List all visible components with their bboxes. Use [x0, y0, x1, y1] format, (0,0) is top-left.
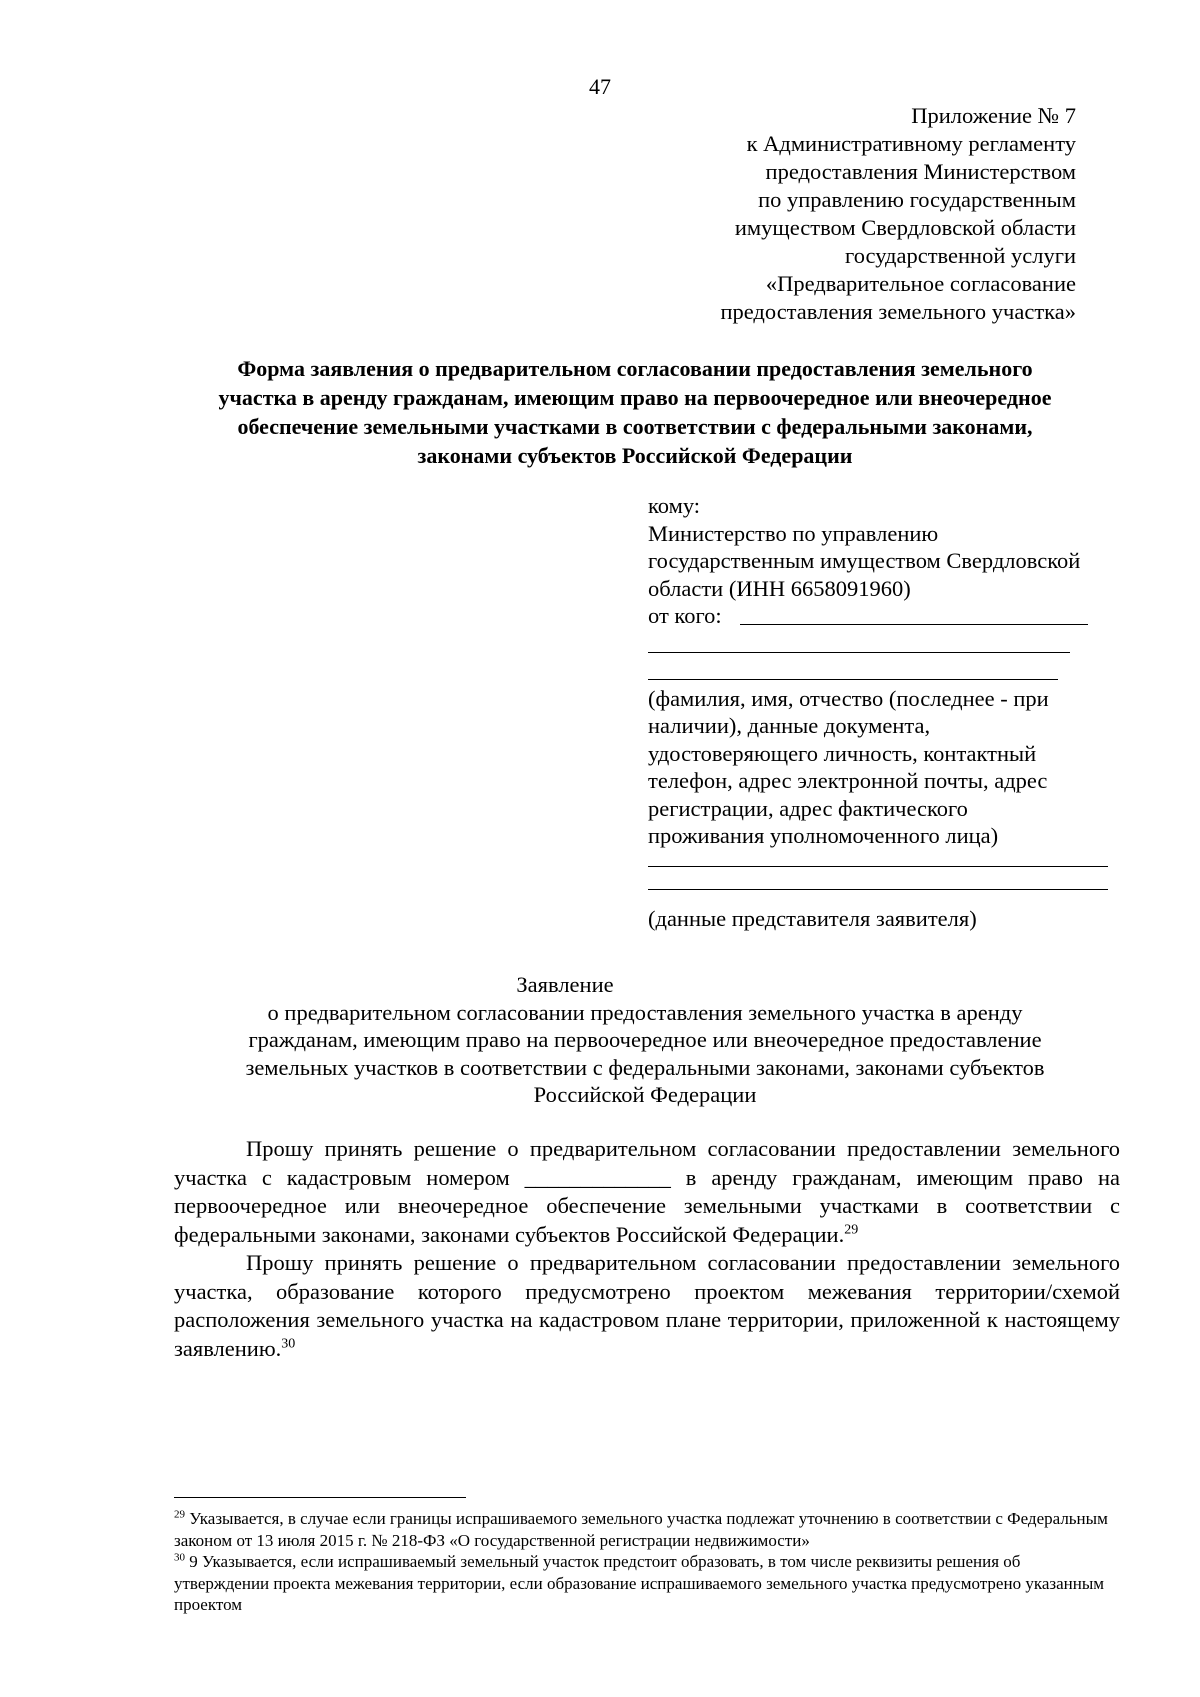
footnote-ref[interactable]: 29: [844, 1222, 859, 1237]
form-title-line: Форма заявления о предварительном согласовании предоставления земельного: [237, 356, 1033, 381]
footnote-text: 9 Указывается, если испрашиваемый земельный участок предстоит образовать, в том числе реквизиты решения об утверждении проекта межевания территории, если образование испрашиваемого земельного участка предусмотрено указанным проектом: [174, 1552, 1105, 1614]
from-label: от кого:: [648, 603, 722, 628]
form-title-line: обеспечение земельными участками в соответствии с федеральными законами,: [237, 414, 1033, 439]
request-paragraph: [174, 1249, 1120, 1363]
form-title-line: законами субъектов Российской Федерации: [417, 443, 853, 468]
blank-row: [648, 657, 1118, 685]
footnote: [174, 1551, 1114, 1616]
to-label: кому:: [648, 493, 701, 518]
request-paragraph: [174, 1135, 1120, 1249]
representative-blank-line[interactable]: [648, 866, 1108, 867]
from-row: [648, 602, 1118, 630]
footnote-number: 30: [174, 1551, 185, 1564]
address-block: [648, 492, 1118, 932]
from-blank-line[interactable]: [740, 624, 1088, 625]
appendix-line: Приложение № 7: [911, 103, 1076, 128]
appendix-line: государственной услуги: [845, 243, 1076, 268]
statement-subtitle-line: гражданам, имеющим право на первоочередное или внеочередное предоставление: [248, 1027, 1042, 1052]
statement-subtitle-line: Российской Федерации: [533, 1082, 757, 1107]
appendix-header: [556, 102, 1076, 326]
recipient-line: области (ИНН 6658091960): [648, 575, 911, 601]
footnote-separator: [174, 1497, 466, 1498]
appendix-line: предоставления земельного участка»: [720, 299, 1076, 324]
form-title: [170, 354, 1100, 470]
representative-hint: (данные представителя заявителя): [648, 905, 977, 931]
request-text: Прошу принять решение о предварительном согласовании предоставлении земельного участка, образование которого предусмотрено проектом межевания территории/схемой расположения земельного участка на кадастровом плане территории, приложенной к настоящему заявлению.: [174, 1250, 1120, 1361]
applicant-blank-line[interactable]: [648, 652, 1070, 653]
representative-blank-line[interactable]: [648, 889, 1108, 890]
footnotes: [174, 1508, 1114, 1616]
statement-subtitle-line: земельных участков в соответствии с федеральными законами, законами субъектов: [245, 1054, 1045, 1080]
applicant-hint-line: наличии), данные документа,: [648, 713, 931, 738]
footnote: [174, 1508, 1114, 1551]
form-title-line: участка в аренду гражданам, имеющим право на первоочередное или внеочередное: [218, 385, 1052, 410]
blank-row: [648, 850, 1118, 878]
statement-body: [174, 1135, 1120, 1363]
appendix-line: имуществом Свердловской области: [734, 215, 1076, 240]
applicant-blank-line[interactable]: [648, 679, 1058, 680]
footnote-ref[interactable]: 30: [281, 1336, 296, 1351]
statement-heading: Заявление: [516, 972, 614, 997]
appendix-line: «Предварительное согласование: [765, 271, 1076, 296]
blank-row: [648, 630, 1118, 658]
recipient-line: Министерство по управлению: [648, 520, 939, 546]
applicant-hint-line: удостоверяющего личность, контактный: [648, 740, 1037, 766]
footnote-text: Указывается, в случае если границы испрашиваемого земельного участка подлежат уточнению в соответствии с Федеральным законом от 13 июля 2015 г. № 218-ФЗ «О государственной регистрации недвижимости»: [174, 1509, 1108, 1550]
applicant-hint-line: регистрации, адрес фактического: [648, 795, 968, 821]
appendix-line: по управлению государственным: [758, 187, 1076, 212]
applicant-hint-line: проживания уполномоченного лица): [648, 823, 999, 848]
applicant-hint-line: (фамилия, имя, отчество (последнее - при: [648, 685, 1049, 711]
page-number: 47: [589, 74, 611, 99]
request-text: Прошу принять решение о предварительном согласовании предоставлении земельного участка с кадастровым номером _____________ в аренду гражданам, имеющим право на первоочередное или внеочередное обеспечение земельными участками в соответствии с федеральными законами, законами субъектов Российской Федерации.: [174, 1136, 1120, 1247]
appendix-line: предоставления Министерством: [765, 159, 1076, 184]
recipient-line: государственным имуществом Свердловской: [648, 548, 1081, 573]
blank-row: [648, 877, 1118, 905]
applicant-hint-line: телефон, адрес электронной почты, адрес: [648, 768, 1048, 793]
statement-subtitle-line: о предварительном согласовании предоставления земельного участка в аренду: [267, 999, 1023, 1025]
statement-title: [190, 971, 1100, 1109]
appendix-line: к Административному регламенту: [746, 131, 1076, 156]
footnote-number: 29: [174, 1508, 185, 1521]
